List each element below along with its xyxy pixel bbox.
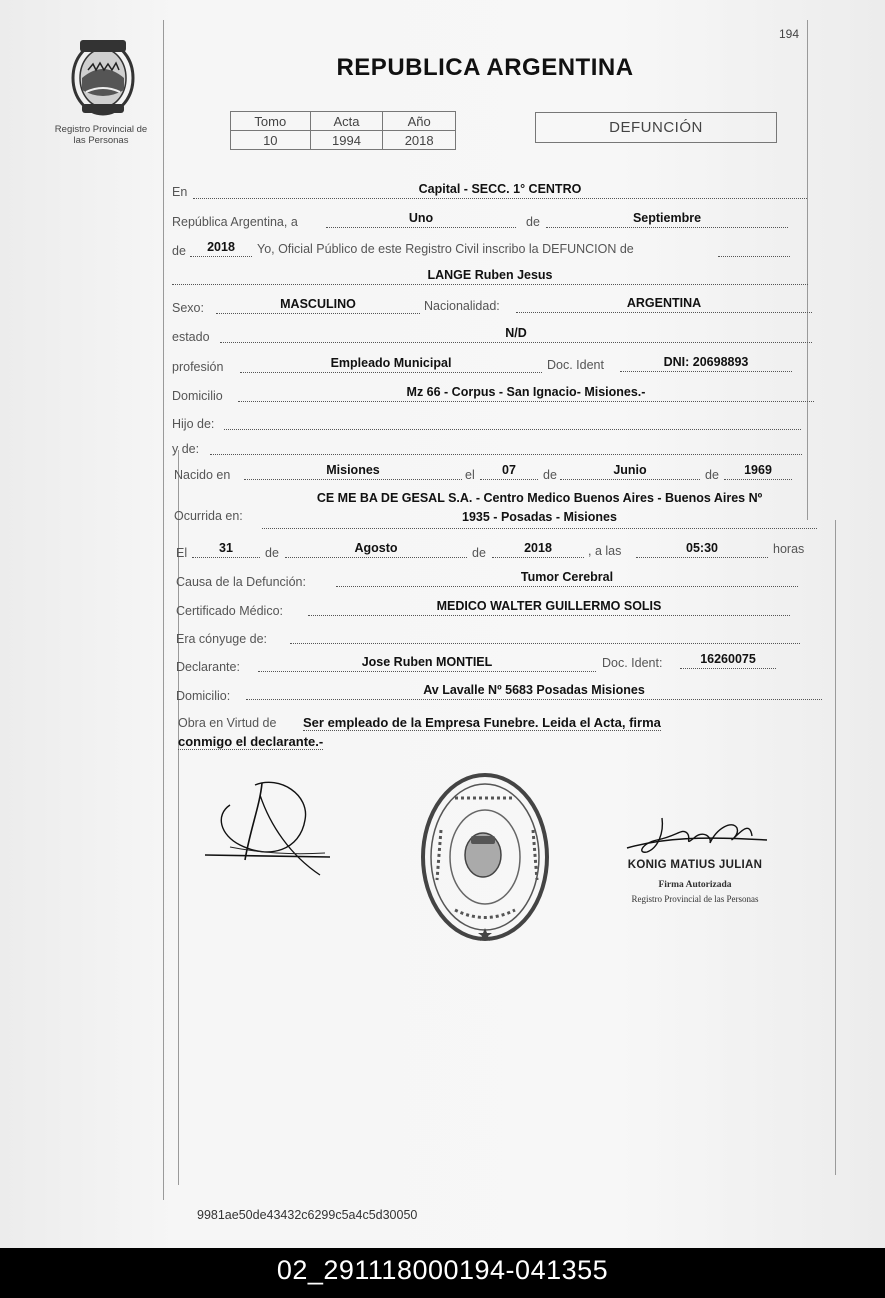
- birth-day: 07: [480, 463, 538, 480]
- horas-label: horas: [773, 542, 805, 556]
- de4-label: de: [705, 468, 719, 482]
- page-title: REPUBLICA ARGENTINA: [336, 54, 634, 81]
- estado-label: estado: [172, 330, 210, 344]
- death-month: Agosto: [285, 541, 467, 558]
- de-label: de: [526, 215, 540, 229]
- inscribo-blank: [718, 240, 790, 257]
- domicilio2-label: Domicilio:: [176, 689, 231, 703]
- nacionalidad-value: ARGENTINA: [516, 296, 812, 313]
- profesion-value: Empleado Municipal: [240, 356, 542, 373]
- record-table-value-row: [231, 131, 456, 150]
- death-year: 2018: [492, 541, 584, 558]
- birth-month: Junio: [560, 463, 700, 480]
- province-coat-of-arms-logo: [58, 30, 148, 120]
- record-table-cell: 1994: [310, 131, 383, 150]
- obra-value-text: Ser empleado de la Empresa Funebre. Leida el Acta, firma conmigo el declarante.-: [178, 715, 661, 749]
- sexo-value: MASCULINO: [216, 297, 420, 314]
- yde-value: [210, 438, 802, 455]
- nacionalidad-label: Nacionalidad:: [424, 299, 500, 313]
- record-table-cell: 10: [231, 131, 311, 150]
- registry-caption: [40, 124, 162, 146]
- registry-seal-stamp: [415, 770, 555, 945]
- death-day: 31: [192, 541, 260, 558]
- domicilio-label: Domicilio: [172, 389, 223, 403]
- page-number: 194: [779, 27, 800, 41]
- official-signature: [622, 808, 772, 863]
- profesion-label: profesión: [172, 360, 224, 374]
- sexo-label: Sexo:: [172, 301, 204, 315]
- death-time: 05:30: [636, 541, 768, 558]
- en-value: Capital - SECC. 1° CENTRO: [193, 182, 807, 199]
- ocurrida-label: Ocurrida en:: [174, 509, 243, 523]
- republica-label: República Argentina, a: [172, 215, 298, 229]
- record-table-header: Tomo: [231, 112, 311, 131]
- conyuge-value: [290, 627, 800, 644]
- en-label: En: [172, 185, 188, 199]
- de2-label: de: [172, 244, 186, 258]
- record-table-header-row: [231, 112, 456, 131]
- alas-label: , a las: [588, 544, 622, 558]
- ocurrida-line1: CE ME BA DE GESAL S.A. - Centro Medico Buenos Aires - Buenos Aires Nº: [316, 491, 763, 505]
- conyuge-label: Era cónyuge de:: [176, 632, 268, 646]
- official-role: Firma Autorizada: [658, 880, 732, 890]
- obra-label: Obra en Virtud de: [178, 716, 277, 730]
- hijo-label: Hijo de:: [172, 417, 215, 431]
- official-name: KONIG MATIUS JULIAN: [627, 859, 763, 871]
- declarant-signature: [200, 775, 335, 880]
- record-table-header: Acta: [310, 112, 383, 131]
- certificado-label: Certificado Médico:: [176, 604, 283, 618]
- right-lower-line: [835, 520, 836, 1175]
- document-hash: 9981ae50de43432c6299c5a4c5d30050: [197, 1208, 418, 1222]
- deceased-name: LANGE Ruben Jesus: [172, 268, 808, 285]
- registry-caption-line2: las Personas: [73, 135, 129, 146]
- estado-value: N/D: [220, 326, 812, 343]
- registry-caption-line1: Registro Provincial de: [54, 124, 148, 135]
- certificado-value: MEDICO WALTER GUILLERMO SOLIS: [308, 599, 790, 616]
- ocurrida-line2: 1935 - Posadas - Misiones: [462, 510, 617, 524]
- inscribo-text: Yo, Oficial Público de este Registro Civil inscribo la DEFUNCION de: [257, 242, 634, 256]
- footer-code-bar: [0, 1248, 885, 1298]
- domicilio-value: Mz 66 - Corpus - San Ignacio- Misiones.-: [238, 385, 814, 402]
- domicilio2-value: Av Lavalle Nº 5683 Posadas Misiones: [246, 683, 822, 700]
- footer-code: 02_291118000194-041355: [276, 1255, 609, 1285]
- nacido-value: Misiones: [244, 463, 462, 480]
- el-label: el: [465, 468, 475, 482]
- official-office: Registro Provincial de las Personas: [631, 894, 759, 904]
- month-written: Septiembre: [546, 211, 788, 228]
- de3-label: de: [543, 468, 557, 482]
- yde-label: y de:: [172, 442, 200, 456]
- left-inner-line: [178, 450, 179, 1185]
- de6-label: de: [472, 546, 486, 560]
- hijo-value: [224, 413, 801, 430]
- obra-value: [178, 713, 695, 751]
- doc2-value: 16260075: [680, 652, 776, 669]
- record-table: [230, 111, 456, 150]
- record-table-header: Año: [383, 112, 456, 131]
- doc2-label: Doc. Ident:: [602, 656, 663, 670]
- declarante-label: Declarante:: [176, 660, 240, 674]
- declarante-value: Jose Ruben MONTIEL: [258, 655, 596, 672]
- nacido-label: Nacido en: [174, 468, 231, 482]
- left-margin-line: [163, 20, 164, 1200]
- record-type-box: DEFUNCIÓN: [535, 112, 777, 143]
- causa-value: Tumor Cerebral: [336, 570, 798, 587]
- doc-label: Doc. Ident: [547, 358, 604, 372]
- ocurrida-value: [262, 489, 817, 529]
- record-table-cell: 2018: [383, 131, 456, 150]
- year: 2018: [190, 240, 252, 257]
- el2-label: El: [176, 546, 188, 560]
- day-written: Uno: [326, 211, 516, 228]
- causa-label: Causa de la Defunción:: [176, 575, 306, 589]
- birth-year: 1969: [724, 463, 792, 480]
- doc-value: DNI: 20698893: [620, 355, 792, 372]
- de5-label: de: [265, 546, 279, 560]
